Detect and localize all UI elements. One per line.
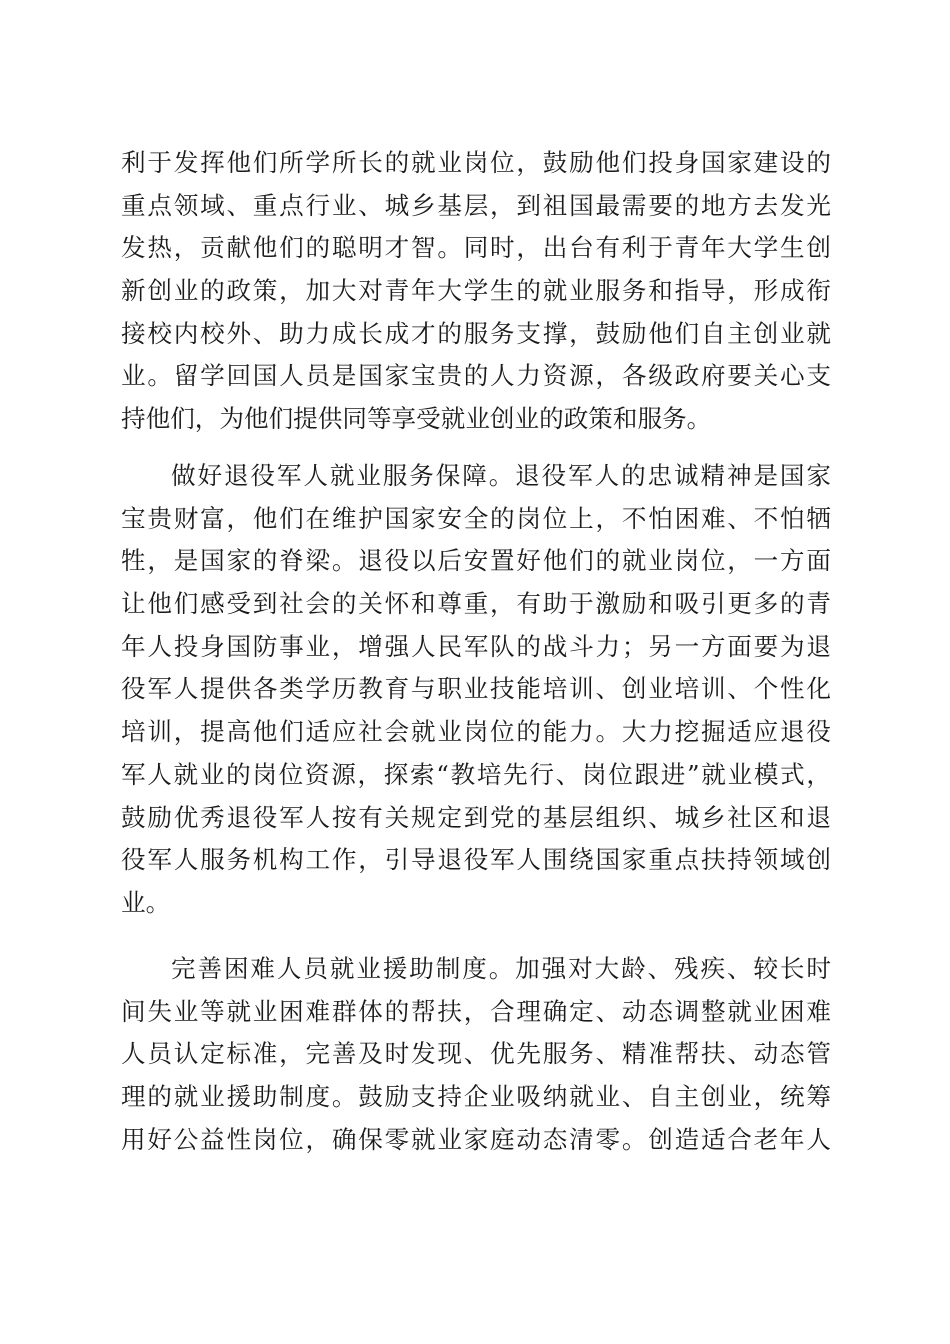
text-line: 年人投身国防事业，增强人民军队的战斗力；另一方面要为退 [121,631,831,661]
text-line: 役军人服务机构工作，引导退役军人围绕国家重点扶持领域创 [121,845,831,875]
text-line: 业。留学回国人员是国家宝贵的人力资源，各级政府要关心支 [121,361,831,391]
text-line: 理的就业援助制度。鼓励支持企业吸纳就业、自主创业，统筹 [121,1082,831,1112]
text-line: 用好公益性岗位，确保零就业家庭动态清零。创造适合老年人 [121,1124,831,1154]
text-line: 新创业的政策，加大对青年大学生的就业服务和指导，形成衔 [121,276,831,306]
text-line: 军人就业的岗位资源，探索“教培先行、岗位跟进”就业模式， [121,759,831,789]
text-line: 牲，是国家的脊梁。退役以后安置好他们的就业岗位，一方面 [121,546,831,576]
paragraph-difficulty-groups [121,948,831,1161]
text-line: 役军人提供各类学历教育与职业技能培训、创业培训、个性化 [121,674,831,704]
text-line: 业。 [121,887,171,917]
text-line: 发热，贡献他们的聪明才智。同时，出台有利于青年大学生创 [121,233,831,263]
text-line: 重点领域、重点行业、城乡基层，到祖国最需要的地方去发光 [121,190,831,220]
text-line: 鼓励优秀退役军人按有关规定到党的基层组织、城乡社区和退 [121,802,831,832]
text-line: 完善困难人员就业援助制度。加强对大龄、残疾、较长时 [171,954,831,983]
paragraph-continuation [121,142,831,441]
text-line: 利于发挥他们所学所长的就业岗位，鼓励他们投身国家建设的 [121,148,831,177]
text-line: 间失业等就业困难群体的帮扶，合理确定、动态调整就业困难 [121,996,831,1026]
text-line: 做好退役军人就业服务保障。退役军人的忠诚精神是国家 [171,461,831,490]
text-line: 培训，提高他们适应社会就业岗位的能力。大力挖掘适应退役 [121,717,831,747]
text-line: 宝贵财富，他们在维护国家安全的岗位上，不怕困难、不怕牺 [121,503,831,533]
text-line: 让他们感受到社会的关怀和尊重，有助于激励和吸引更多的青 [121,589,831,619]
text-line: 接校内校外、助力成长成才的服务支撑，鼓励他们自主创业就 [121,318,831,348]
text-line: 人员认定标准，完善及时发现、优先服务、精准帮扶、动态管 [121,1039,831,1069]
text-line: 持他们，为他们提供同等享受就业创业的政策和服务。 [121,404,712,434]
paragraph-veterans [121,455,831,925]
